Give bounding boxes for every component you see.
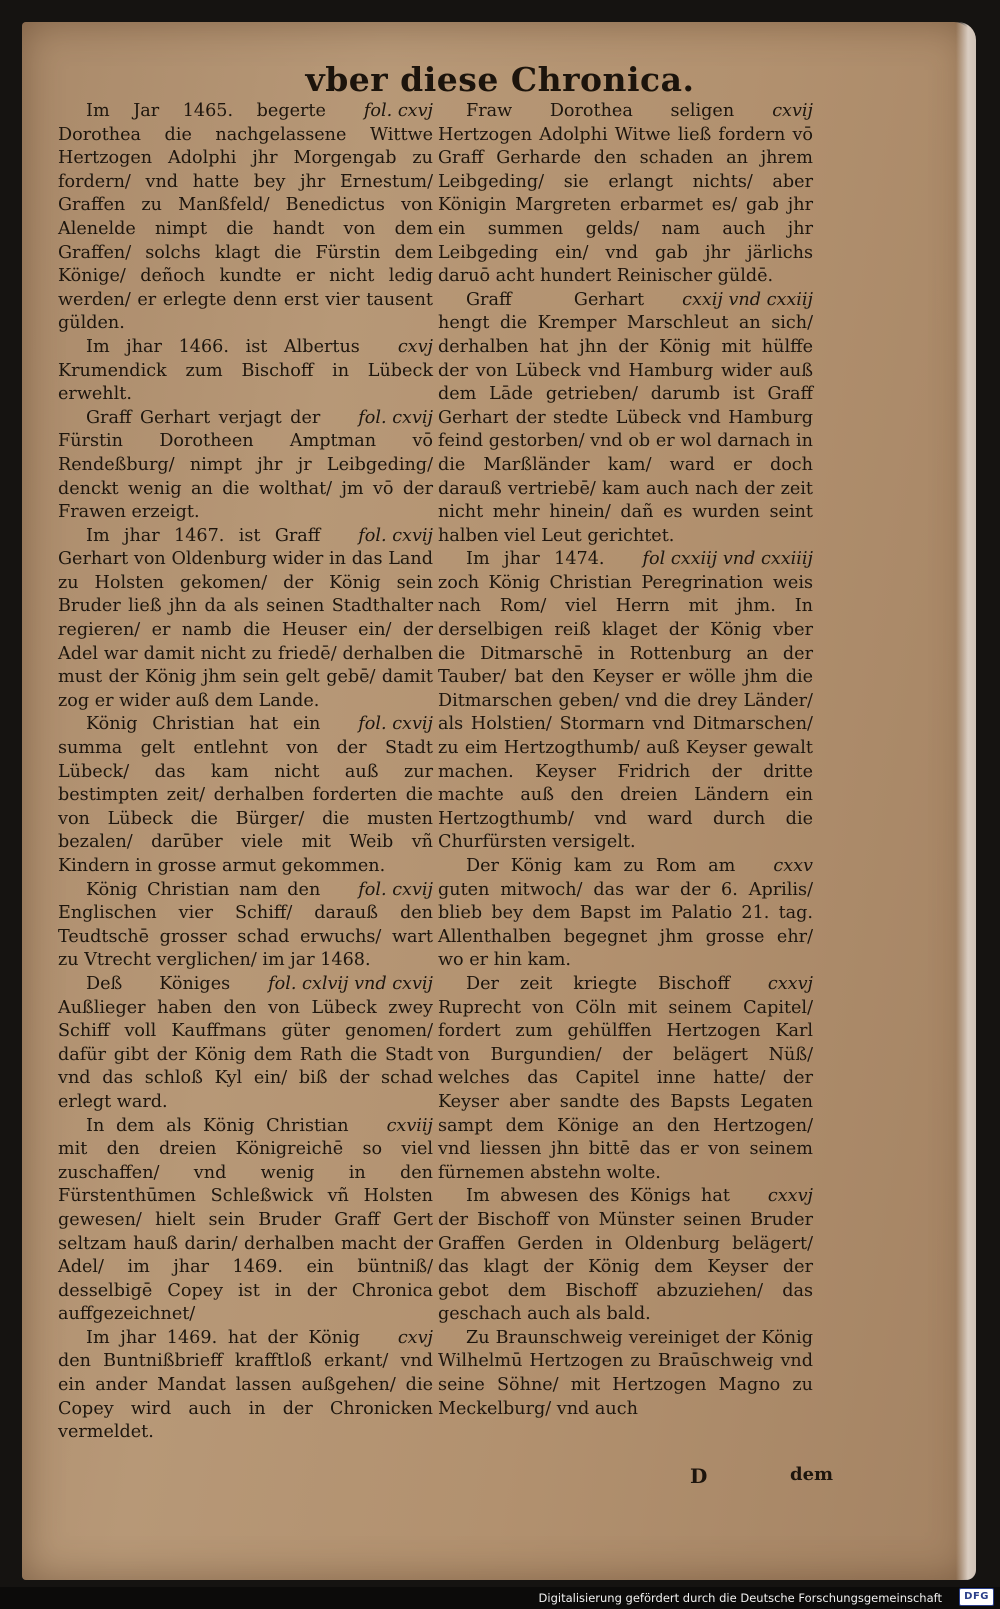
- entry-text: König Christian hat ein summa gelt entlehnt von der Stadt Lübeck/ das kam nicht auß zur bestimpten zeit/ derhalben forderten die von Lübeck die Bürger/ die musten bezalen/ darūber viele mit Weib vñ Kindern in grosse armut gekommen.: [58, 714, 433, 876]
- entry-text: König Christian nam den Englischen vier Schiff/ darauß den Teudtschē grosser schad erwuchs/ wart zu Vtrecht verglichen/ im jar 1468.: [58, 879, 433, 971]
- entry-text: Im Jar 1465. begerte Dorothea die nachgelassene Wittwe Hertzogen Adolphi jhr Morgengab zu fordern/ vnd hatte bey jhr Ernestum/ Graffen zu Manßfeld/ Benedictus von Alenelde nimpt die handt von dem Graffen/ solchs klagt die Fürstin dem Könige/ deñoch kundte er nicht ledig werden/ er erlegte denn erst vier tausent gülden.: [58, 101, 433, 334]
- entry-text: Im jhar 1466. ist Albertus Krumendick zum Bischoff in Lübeck erwehlt.: [58, 336, 433, 405]
- chronicle-entry: [438, 100, 813, 289]
- folio-reference: fol. cxvij: [358, 525, 433, 546]
- chronicle-entry: [58, 1327, 433, 1445]
- entry-text: Im jhar 1474. zoch König Christian Peregrination weis nach Rom/ viel Herrn mit jhm. In derselbigen reiß klaget der König vber die Ditmarschē in Rottenburg an der Tauber/ bat den Keyser er wölle jhm die Ditmarschen geben/ vnd die drey Länder/ als Holstien/ Stormarn vnd Ditmarschen/ zu eim Hertzogthumb/ auß Keyser gewalt machen. Keyser Fridrich der dritte machte auß den dreien Ländern ein Hertzogthumb/ vnd ward durch die Churfürsten versigelt.: [438, 549, 813, 853]
- chronicle-entry: [58, 407, 433, 525]
- folio-reference: fol. cxvj: [363, 101, 433, 121]
- folio-reference: fol. cxvij: [358, 407, 433, 428]
- entry-text: Im jhar 1467. ist Graff Gerhart von Oldenburg wider in das Land zu Holsten gekomen/ der König sein Bruder ließ jhn da als seinen Stadthalter regieren/ er namb die Heuser ein/ der Adel war damit nicht zu friedē/ derhalben must der König jhm sein gelt gebē/ damit zog er wider auß dem Lande.: [58, 525, 433, 711]
- folio-reference: cxxvj: [767, 1186, 813, 1207]
- chronicle-entry: [438, 973, 813, 1185]
- entry-text: Fraw Dorothea seligen Hertzogen Adolphi Witwe ließ fordern vō Graff Gerharde den schaden an jhrem Leibgeding/ sie erlangt nichts/ aber Königin Margreten erbarmet es/ gab jhr ein summen gelds/ nam auch jhr Leibgeding ein/ vnd gab jhr järlichs daruō acht hundert Reinischer güldē.: [438, 101, 813, 287]
- running-head: vber diese Chronica.: [305, 60, 695, 99]
- chronicle-entry: [438, 1185, 813, 1327]
- folio-reference: cxvij: [772, 101, 813, 121]
- chronicle-entry: [58, 525, 433, 714]
- folio-reference: cxviij: [386, 1115, 433, 1136]
- chronicle-entry: [438, 855, 813, 973]
- entry-text: Im jhar 1469. hat der König den Buntnißbrieff krafftloß erkant/ vnd ein ander Mandat lassen außgehen/ die Copey wird auch in der Chronicken vermeldet.: [58, 1327, 433, 1443]
- folio-reference: cxxv: [773, 856, 813, 876]
- chronicle-entry: [58, 973, 433, 1115]
- folio-reference: cxvj: [397, 336, 433, 357]
- chronicle-entry: [58, 713, 433, 878]
- folio-reference: cxxij vnd cxxiij: [682, 289, 813, 310]
- entry-text: Graff Gerhart verjagt der Fürstin Dorotheen Amptman vō Rendeßburg/ nimpt jhr jr Leibgeding/ denckt wenig an die wolthat/ jm vō der Frawen erzeigt.: [58, 407, 433, 523]
- folio-reference: fol. cxlvij vnd cxvij: [268, 973, 433, 994]
- folio-reference: fol. cxvij: [358, 879, 433, 900]
- entry-text: In dem als König Christian mit den dreien Königreichē so viel zuschaffen/ vnd wenig in den Fürstenthūmen Schleßwick vñ Holsten gewesen/ hielt sein Bruder Graff Gert seltzam hauß darin/ derhalben macht der Adel/ im jhar 1469. ein büntniß/ desselbigē Copey ist in der Chronica auffgezeichnet/: [58, 1115, 433, 1325]
- chronicle-entry: [438, 548, 813, 855]
- entry-text: Deß Königes Außlieger haben den von Lübeck zwey Schiff voll Kauffmans güter genomen/ dafür gibt der König dem Rath die Stadt vnd das schloß Kyl ein/ biß der schad erlegt ward.: [58, 973, 433, 1112]
- digitization-footer: [0, 1587, 1000, 1609]
- chronicle-entry: [438, 289, 813, 549]
- entry-text: Graff Gerhart hengt die Kremper Marschleut an sich/ derhalben hat jhn der König mit hülffe der von Lübeck vnd Hamburg wider auß dem Lāde getrieben/ darumb ist Graff Gerhart der stedte Lübeck vnd Hamburg feind gestorben/ vnd ob er wol darnach in die Marßländer kam/ ward er doch darauß vertriebē/ kam auch nach der zeit nicht mehr hinein/ dañ es wurden seint halben viel Leut gerichtet.: [438, 289, 813, 546]
- dfg-logo: DFG: [959, 1588, 994, 1606]
- right-column: [438, 100, 813, 1421]
- footer-credit-text: Digitalisierung gefördert durch die Deutsche Forschungsgemeinschaft: [538, 1591, 942, 1605]
- chronicle-entry: [58, 879, 433, 973]
- folio-reference: fol. cxvij: [358, 714, 433, 735]
- entry-text: Im abwesen des Königs hat der Bischoff von Münster seinen Bruder Graffen Gerden in Oldenburg belägert/ das klagt der König dem Keyser der gebot dem Bischoff abzuziehen/ das geschach auch als bald.: [438, 1186, 813, 1325]
- left-column: [58, 100, 433, 1445]
- entry-text: Der König kam zu Rom am guten mitwoch/ das war der 6. Aprilis/ blieb bey dem Bapst im Palatio 21. tag. Allenthalben begegnet jhm grosse ehr/ wo er hin kam.: [438, 856, 813, 971]
- signature-mark: D: [690, 1464, 708, 1488]
- folio-reference: cxvj: [397, 1327, 433, 1348]
- catchword: dem: [790, 1464, 834, 1485]
- chronicle-entry: [58, 1115, 433, 1327]
- entry-text: Der zeit kriegte Bischoff Ruprecht von Cöln mit seinem Capitel/ fordert zum gehülffen Hertzogen Karl von Burgundien/ der belägert Nüß/ welches das Capitel inne hatte/ der Keyser aber sandte des Bapsts Legaten sampt dem Könige an den Hertzogen/ vnd liessen jhn bittē das er von seinem fürnemen abstehn wolte.: [438, 973, 813, 1183]
- chronicle-entry: [58, 336, 433, 407]
- folio-reference: cxxvj: [767, 973, 813, 994]
- folio-reference: fol cxxiij vnd cxxiiij: [642, 549, 813, 570]
- chronicle-entry: [438, 1327, 813, 1421]
- chronicle-entry: [58, 100, 433, 336]
- entry-text: Zu Braunschweig vereiniget der König Wilhelmū Hertzogen zu Braūschweig vnd seine Söhne/ mit Hertzogen Magno zu Meckelburg/ vnd auch: [438, 1327, 813, 1419]
